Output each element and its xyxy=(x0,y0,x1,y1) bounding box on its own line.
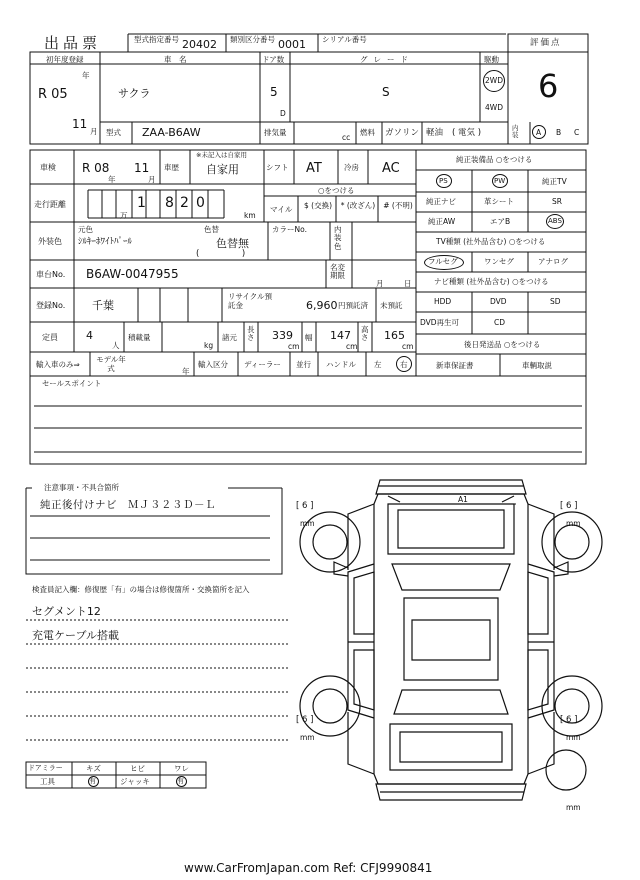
recycle-unpaid: 未預託 xyxy=(380,301,403,310)
height-cm-unit: cm xyxy=(402,342,414,351)
mileage-km-unit: km xyxy=(244,211,256,220)
notes-label: 注意事項・不具合箇所 xyxy=(44,483,119,492)
car-name-label: 車 名 xyxy=(164,55,187,64)
aircon-value: AC xyxy=(382,161,400,176)
aircon-label: 冷房 xyxy=(344,163,359,172)
color-no-label: カラーNo. xyxy=(272,225,307,234)
fuel-electric: ( 電気 ) xyxy=(452,128,482,138)
load-kg-unit: kg xyxy=(204,341,214,350)
first-reg-month-unit: 月 xyxy=(90,127,98,136)
tire-rr: [ 6 ] xyxy=(560,715,578,725)
inspector-line-2: 充電ケーブル搭載 xyxy=(32,629,120,642)
tv-oneseg: ワンセグ xyxy=(484,257,514,266)
tire-rl: [ 6 ] xyxy=(296,715,314,725)
category-value: 0001 xyxy=(278,38,306,51)
import-model-year-label: モデル年式 xyxy=(96,355,126,373)
color-paint-value: 色替無 xyxy=(216,237,249,250)
import-left: 左 xyxy=(374,360,382,369)
equip-pw: PW xyxy=(494,177,506,185)
category-label: 類別区分番号 xyxy=(230,35,275,44)
navi-hdd: HDD xyxy=(434,297,452,306)
height-label: 高さ xyxy=(361,325,369,343)
form-title: 出品票 xyxy=(44,34,102,52)
tire-rr-unit: mm xyxy=(566,733,581,742)
displacement-label: 排気量 xyxy=(264,128,287,137)
doors-label: ドア数 xyxy=(262,55,285,64)
import-category-label: 輸入区分 xyxy=(198,360,228,369)
equip-navi: 純正ナビ xyxy=(426,197,456,206)
chassis-value: B6AW-0047955 xyxy=(86,267,179,281)
tire-rl-unit: mm xyxy=(300,733,315,742)
legend-scratch: キズ xyxy=(86,764,101,773)
width-label: 幅 xyxy=(305,333,313,342)
door-type: D xyxy=(280,109,286,118)
model-designation-label: 型式指定番号 xyxy=(134,35,179,44)
tire-fr-unit: mm xyxy=(566,519,581,528)
equip-sr: SR xyxy=(552,197,562,206)
equip-leather: 革シート xyxy=(484,197,514,206)
inspector-note: 検査員記入欄：修復歴「有」の場合は修復箇所・交換箇所を記入 xyxy=(32,585,250,594)
capacity-label: 定員 xyxy=(42,333,58,342)
later-title: 後日発送品 ○をつける xyxy=(464,340,541,349)
legend-tools-mark: 有 xyxy=(89,777,96,785)
capacity-value: 4 xyxy=(86,329,93,342)
interior-color-label: 内装色 xyxy=(334,225,342,251)
legend-crack: ヒビ xyxy=(130,764,145,773)
length-label: 長さ xyxy=(247,325,255,343)
import-year-unit: 年 xyxy=(182,367,190,376)
height-value: 165 xyxy=(384,329,405,342)
tire-fr: [ 6 ] xyxy=(560,501,578,511)
model-designation-value: 20402 xyxy=(182,38,217,51)
navi-dvd: DVD xyxy=(490,297,507,306)
import-dealer: ディーラー xyxy=(244,360,281,369)
color-original-value: ｼﾙｷｰﾎﾜｲﾄﾊﾟｰﾙ xyxy=(78,237,133,247)
history-value: 自家用 xyxy=(206,163,239,176)
shaken-label: 車検 xyxy=(40,163,56,172)
tv-title: TV種類 (社外品含む) ○をつける xyxy=(436,237,546,246)
cc-unit: cc xyxy=(342,133,351,142)
drive-4wd: 4WD xyxy=(485,103,503,112)
mileage-digit-3: 2 xyxy=(180,195,189,211)
mileage-mile: マイル xyxy=(270,205,293,214)
car-name-value: サクラ xyxy=(118,87,151,100)
mileage-digit-4: 0 xyxy=(196,195,205,211)
width-value: 147 xyxy=(330,329,351,342)
genuine-title: 純正装備品 ○をつける xyxy=(456,155,533,164)
mileage-tampered: * (改ざん) xyxy=(340,201,376,210)
legend-tools: 工具 xyxy=(40,777,55,786)
navi-cd: CD xyxy=(494,318,506,327)
legend-jack: ジャッキ xyxy=(120,777,150,786)
load-label: 積載量 xyxy=(128,333,151,342)
equip-tv: 純正TV xyxy=(542,177,567,186)
later-warranty: 新車保証書 xyxy=(436,361,474,370)
notes-line-1: 純正後付けナビ ＭＪ３２３Ｄ－Ｌ xyxy=(40,499,216,511)
drive-2wd: 2WD xyxy=(485,76,503,85)
later-manual: 車輌取説 xyxy=(522,361,552,370)
mileage-exchange: $ (交換) xyxy=(303,201,332,210)
import-right: 右 xyxy=(400,360,408,369)
history-note: ※未記入は自家用 xyxy=(196,151,247,159)
fuel-gasoline: ガソリン xyxy=(385,128,420,138)
first-reg-label: 初年度登録 xyxy=(46,55,84,64)
footer-ref: www.CarFromJapan.com Ref: CFJ9990841 xyxy=(184,861,433,875)
mileage-unknown: # (不明) xyxy=(383,201,413,210)
mileage-digit-1: 1 xyxy=(137,195,146,211)
inspector-line-1: セグメント12 xyxy=(32,605,101,618)
damage-a1: A1 xyxy=(458,495,468,504)
tv-analog: アナログ xyxy=(538,257,568,266)
shaken-month-unit: 月 xyxy=(148,175,156,184)
color-original-label: 元色 xyxy=(78,225,93,234)
length-cm-unit: cm xyxy=(288,342,300,351)
model-type-label: 型式 xyxy=(106,128,121,137)
mileage-man-unit: 万 xyxy=(120,211,128,220)
name-change-day-unit: 日 xyxy=(404,279,412,288)
navi-sd: SD xyxy=(550,297,561,306)
history-label: 車歴 xyxy=(164,163,179,172)
equip-airbag: エアB xyxy=(490,217,511,226)
model-type-value: ZAA-B6AW xyxy=(142,126,201,139)
navi-dvd-player: DVD再生可 xyxy=(420,318,460,327)
spare-unit: mm xyxy=(566,803,581,812)
equip-aw: 純正AW xyxy=(428,217,456,226)
width-cm-unit: cm xyxy=(346,342,358,351)
grade-value: S xyxy=(382,85,390,99)
name-change-label: 名変期限 xyxy=(330,263,345,281)
import-label: 輸入車のみ⇒ xyxy=(36,360,80,369)
navi-title: ナビ種類 (社外品含む) ○をつける xyxy=(434,277,549,286)
legend-jack-mark: 有 xyxy=(177,777,184,785)
recycle-value: 6,960 xyxy=(306,299,338,312)
dims-label: 諸元 xyxy=(222,333,237,342)
color-label: 外装色 xyxy=(38,237,62,246)
length-value: 339 xyxy=(272,329,293,342)
shift-label: シフト xyxy=(266,163,289,172)
mileage-circle-note: ○をつける xyxy=(318,186,355,195)
doors-value: 5 xyxy=(270,85,278,99)
mileage-digit-2: 8 xyxy=(165,195,174,211)
import-handle-label: ハンドル xyxy=(326,360,356,369)
recycle-unit: 円預託済 xyxy=(338,301,368,310)
first-reg-year-unit: 年 xyxy=(82,71,90,80)
rating-value: 6 xyxy=(538,67,559,105)
equip-abs: ABS xyxy=(548,217,562,225)
fuel-label: 燃料 xyxy=(360,128,375,137)
rating-label: 評価点 xyxy=(530,38,562,48)
drive-label: 駆動 xyxy=(484,55,499,64)
import-parallel: 並行 xyxy=(296,360,311,369)
first-reg-month: 11 xyxy=(72,117,88,131)
interior-a: A xyxy=(536,128,542,137)
interior-b: B xyxy=(556,128,562,137)
equip-ps: PS xyxy=(439,177,448,185)
shaken-year-unit: 年 xyxy=(108,175,116,184)
mileage-label: 走行距離 xyxy=(34,200,66,209)
tire-fl: [ 6 ] xyxy=(296,501,314,511)
registration-label: 登録No. xyxy=(36,301,66,310)
shaken-value: R 08 xyxy=(82,161,110,175)
tire-fl-unit: mm xyxy=(300,519,315,528)
tv-fullseg: フルセグ xyxy=(428,257,458,266)
shift-value: AT xyxy=(306,161,322,176)
capacity-person-unit: 人 xyxy=(112,341,120,350)
color-paren: ( ) xyxy=(196,249,246,259)
sales-point-label: セールスポイント xyxy=(42,379,102,388)
color-paint-label: 色替 xyxy=(204,225,219,234)
name-change-month-unit: 月 xyxy=(376,279,384,288)
legend-door-mirror: ドアミラー xyxy=(28,764,63,772)
legend-broken: ワレ xyxy=(174,764,189,773)
grade-label: グレード xyxy=(360,55,414,64)
serial-label: シリアル番号 xyxy=(322,35,367,44)
shaken-month: 11 xyxy=(134,161,150,175)
interior-label: 内装 xyxy=(512,124,519,139)
fuel-diesel: 軽油 xyxy=(426,128,444,138)
chassis-label: 車台No. xyxy=(36,270,66,279)
recycle-label: リサイクル預託金 xyxy=(228,292,272,310)
interior-c: C xyxy=(574,128,580,137)
first-reg-year: R 05 xyxy=(38,87,68,102)
registration-value: 千葉 xyxy=(92,299,114,312)
